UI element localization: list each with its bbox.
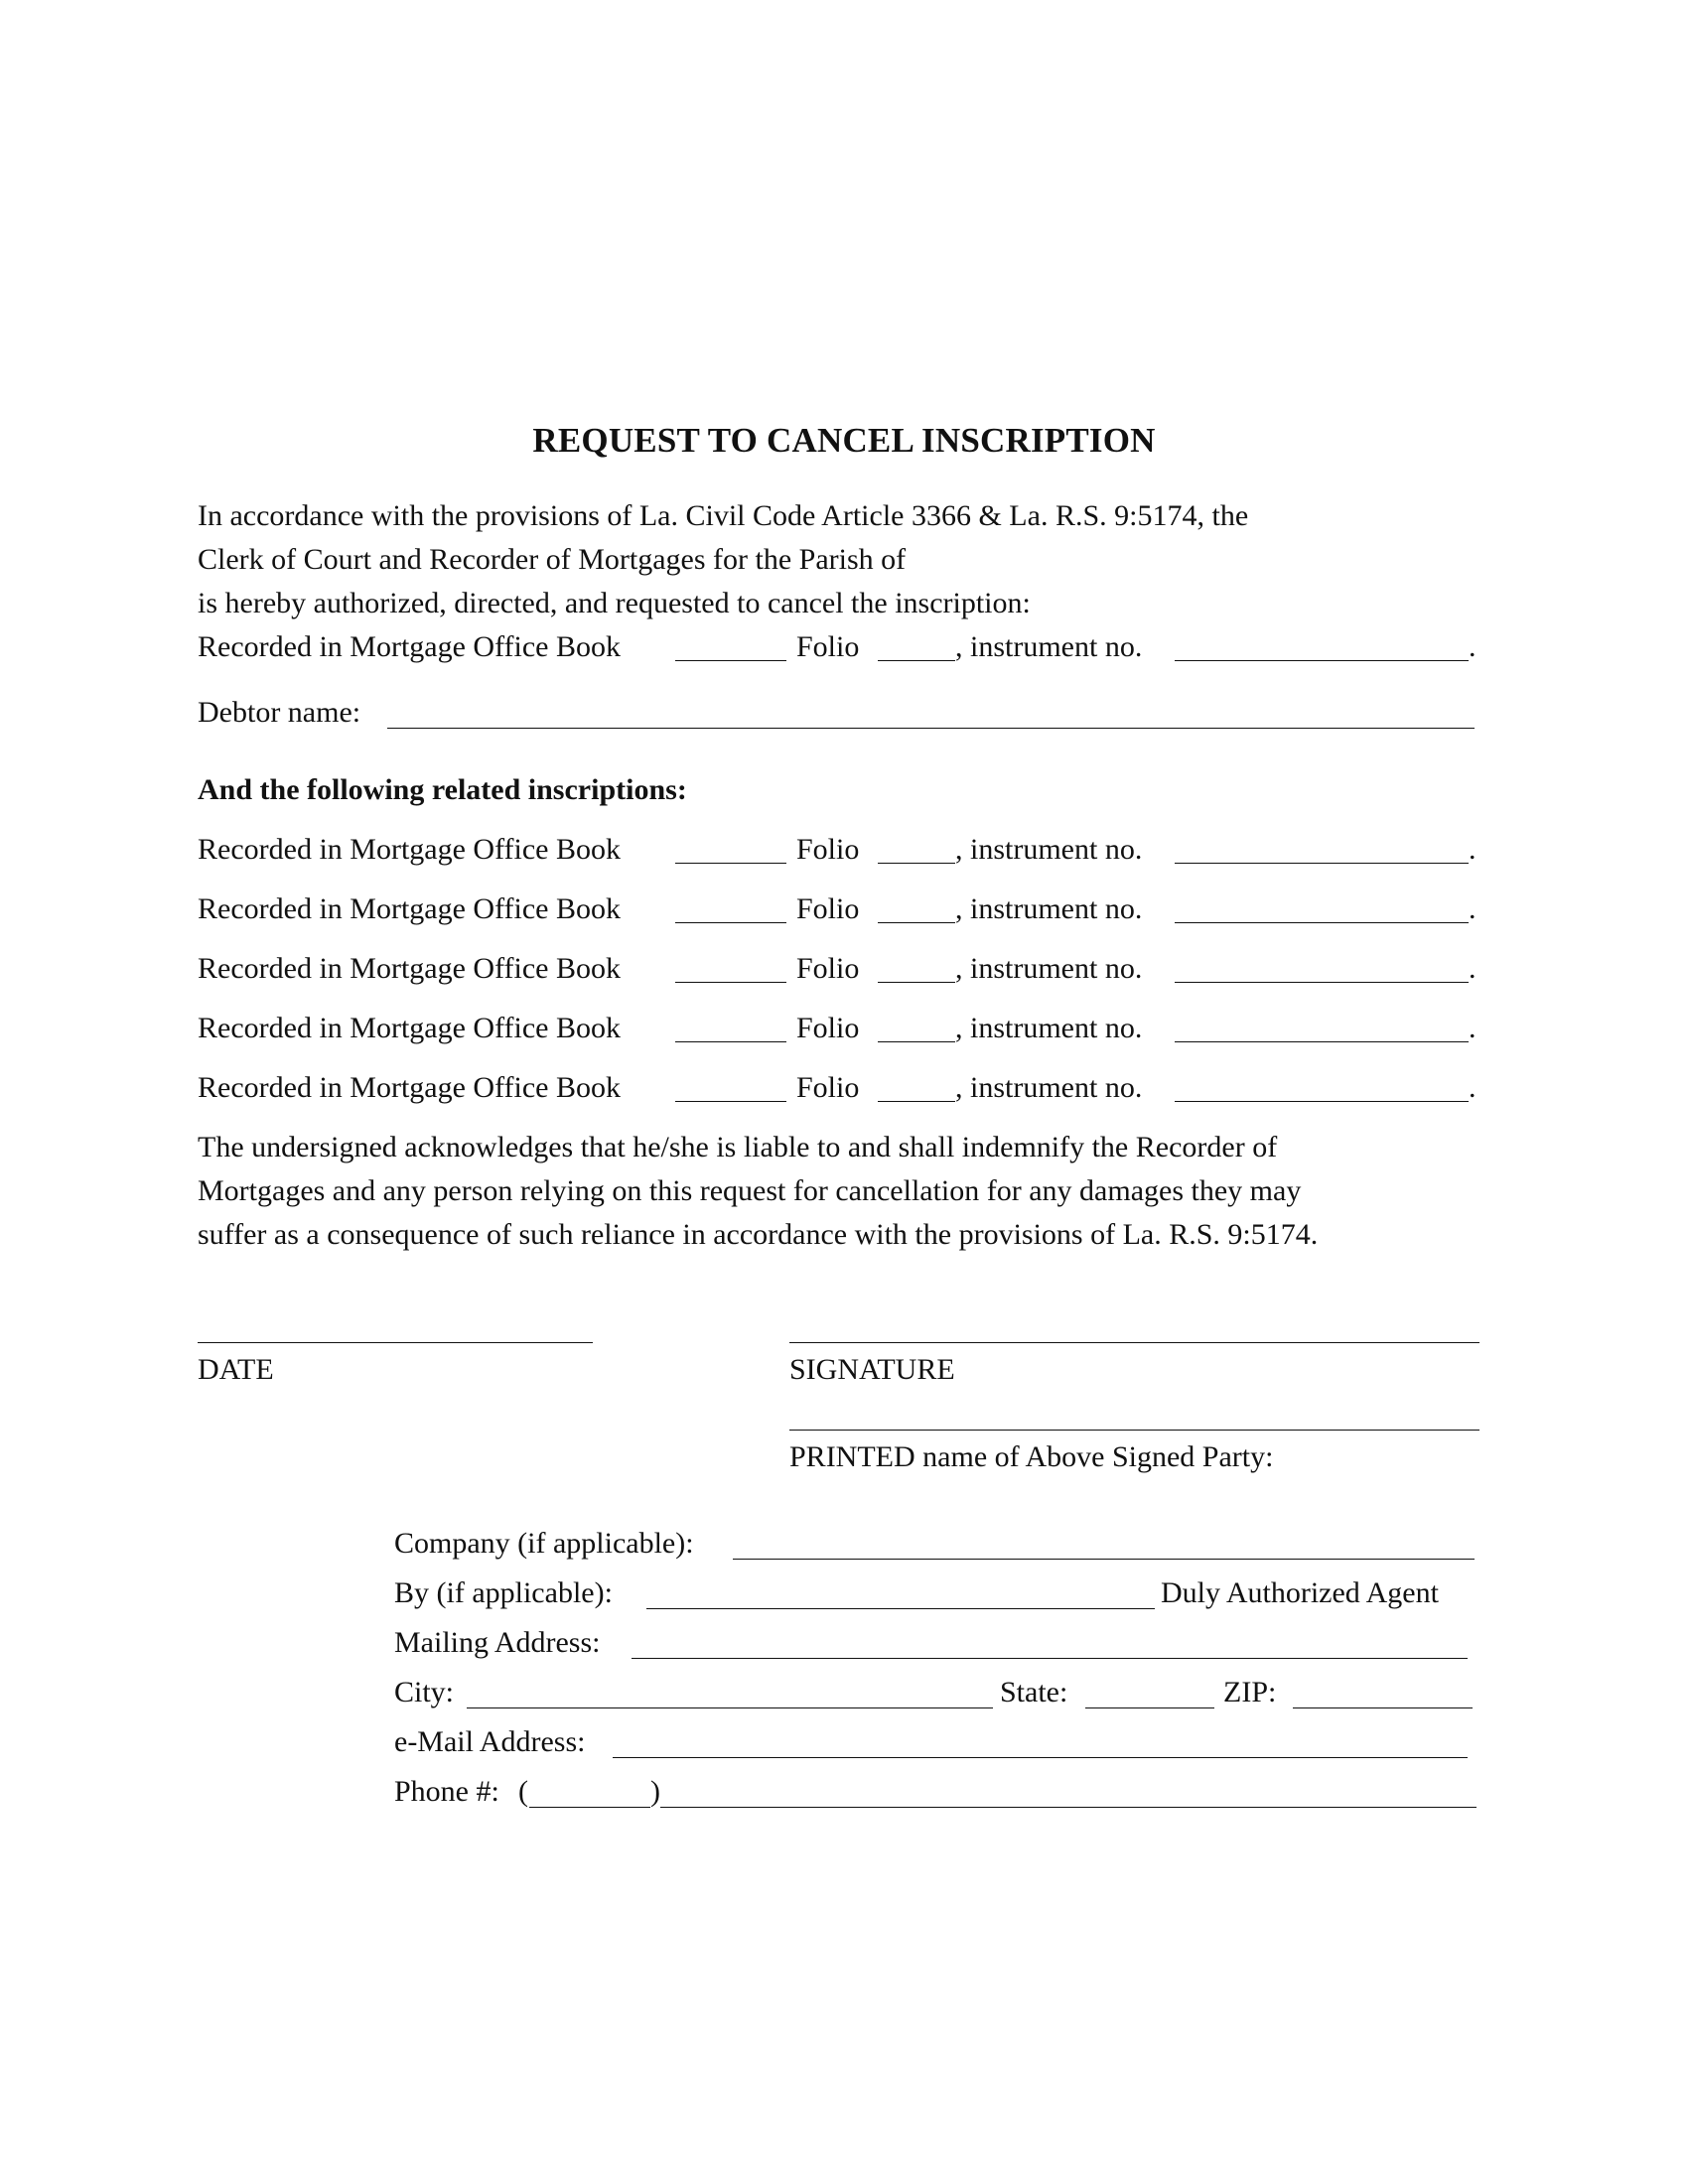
folio-label: Folio xyxy=(796,1071,860,1104)
agent-label: Duly Authorized Agent xyxy=(1161,1576,1439,1609)
mailing-address-field[interactable] xyxy=(632,1658,1468,1659)
email-field[interactable] xyxy=(613,1757,1468,1758)
instrument-field[interactable] xyxy=(1175,1101,1469,1102)
row-end: . xyxy=(1469,952,1477,985)
date-label: DATE xyxy=(198,1353,274,1386)
printed-name-field[interactable] xyxy=(789,1430,1479,1431)
row-end: . xyxy=(1469,833,1477,866)
instrument-field[interactable] xyxy=(1175,982,1469,983)
intro-line-1: In accordance with the provisions of La. Civil Code Article 3366 & La. R.S. 9:5174, the xyxy=(198,499,1249,532)
row-end: . xyxy=(1469,630,1477,663)
zip-label: ZIP: xyxy=(1223,1676,1277,1708)
phone-number-field[interactable] xyxy=(660,1807,1477,1808)
record-prefix: Recorded in Mortgage Office Book xyxy=(198,833,621,866)
record-prefix: Recorded in Mortgage Office Book xyxy=(198,630,621,663)
company-field[interactable] xyxy=(733,1559,1475,1560)
book-field[interactable] xyxy=(675,982,786,983)
debtor-label: Debtor name: xyxy=(198,696,361,729)
row-end: . xyxy=(1469,892,1477,925)
instrument-label: , instrument no. xyxy=(955,1012,1143,1044)
state-field[interactable] xyxy=(1085,1707,1214,1708)
folio-label: Folio xyxy=(796,630,860,663)
row-end: . xyxy=(1469,1012,1477,1044)
company-label: Company (if applicable): xyxy=(394,1527,694,1560)
record-prefix: Recorded in Mortgage Office Book xyxy=(198,1071,621,1104)
instrument-label: , instrument no. xyxy=(955,892,1143,925)
folio-label: Folio xyxy=(796,1012,860,1044)
instrument-field[interactable] xyxy=(1175,660,1469,661)
by-field[interactable] xyxy=(646,1608,1155,1609)
zip-field[interactable] xyxy=(1293,1707,1473,1708)
folio-field[interactable] xyxy=(878,922,955,923)
signature-label: SIGNATURE xyxy=(789,1353,955,1386)
printed-name-label: PRINTED name of Above Signed Party: xyxy=(789,1440,1274,1473)
folio-field[interactable] xyxy=(878,660,955,661)
record-prefix: Recorded in Mortgage Office Book xyxy=(198,952,621,985)
signature-field[interactable] xyxy=(789,1342,1479,1343)
record-prefix: Recorded in Mortgage Office Book xyxy=(198,1012,621,1044)
book-field[interactable] xyxy=(675,660,786,661)
phone-area-code-field[interactable] xyxy=(529,1807,650,1808)
folio-field[interactable] xyxy=(878,863,955,864)
book-field[interactable] xyxy=(675,1041,786,1042)
folio-label: Folio xyxy=(796,952,860,985)
by-label: By (if applicable): xyxy=(394,1576,613,1609)
folio-field[interactable] xyxy=(878,982,955,983)
acknowledgement-line-1: The undersigned acknowledges that he/she is liable to and shall indemnify the Recorder of xyxy=(198,1131,1278,1163)
instrument-field[interactable] xyxy=(1175,1041,1469,1042)
record-prefix: Recorded in Mortgage Office Book xyxy=(198,892,621,925)
folio-field[interactable] xyxy=(878,1101,955,1102)
intro-line-3: is hereby authorized, directed, and requested to cancel the inscription: xyxy=(198,587,1031,619)
phone-label: Phone #: xyxy=(394,1775,499,1808)
document-title: REQUEST TO CANCEL INSCRIPTION xyxy=(532,421,1156,460)
instrument-label: , instrument no. xyxy=(955,1071,1143,1104)
state-label: State: xyxy=(1000,1676,1068,1708)
intro-line-2: Clerk of Court and Recorder of Mortgages for the Parish of xyxy=(198,543,907,576)
acknowledgement-line-2: Mortgages and any person relying on this request for cancellation for any damages they may xyxy=(198,1174,1302,1207)
book-field[interactable] xyxy=(675,863,786,864)
city-field[interactable] xyxy=(467,1707,993,1708)
city-label: City: xyxy=(394,1676,455,1708)
folio-label: Folio xyxy=(796,833,860,866)
book-field[interactable] xyxy=(675,922,786,923)
row-end: . xyxy=(1469,1071,1477,1104)
date-field[interactable] xyxy=(198,1342,593,1343)
instrument-label: , instrument no. xyxy=(955,952,1143,985)
acknowledgement-line-3: suffer as a consequence of such reliance in accordance with the provisions of La. R.S. 9:5174. xyxy=(198,1218,1319,1251)
email-label: e-Mail Address: xyxy=(394,1725,586,1758)
instrument-label: , instrument no. xyxy=(955,630,1143,663)
debtor-name-field[interactable] xyxy=(387,728,1475,729)
phone-open-paren: ( xyxy=(518,1775,528,1808)
instrument-label: , instrument no. xyxy=(955,833,1143,866)
mailing-label: Mailing Address: xyxy=(394,1626,601,1659)
instrument-field[interactable] xyxy=(1175,922,1469,923)
folio-label: Folio xyxy=(796,892,860,925)
phone-close-paren: ) xyxy=(650,1775,660,1808)
folio-field[interactable] xyxy=(878,1041,955,1042)
book-field[interactable] xyxy=(675,1101,786,1102)
instrument-field[interactable] xyxy=(1175,863,1469,864)
related-heading: And the following related inscriptions: xyxy=(198,773,687,806)
